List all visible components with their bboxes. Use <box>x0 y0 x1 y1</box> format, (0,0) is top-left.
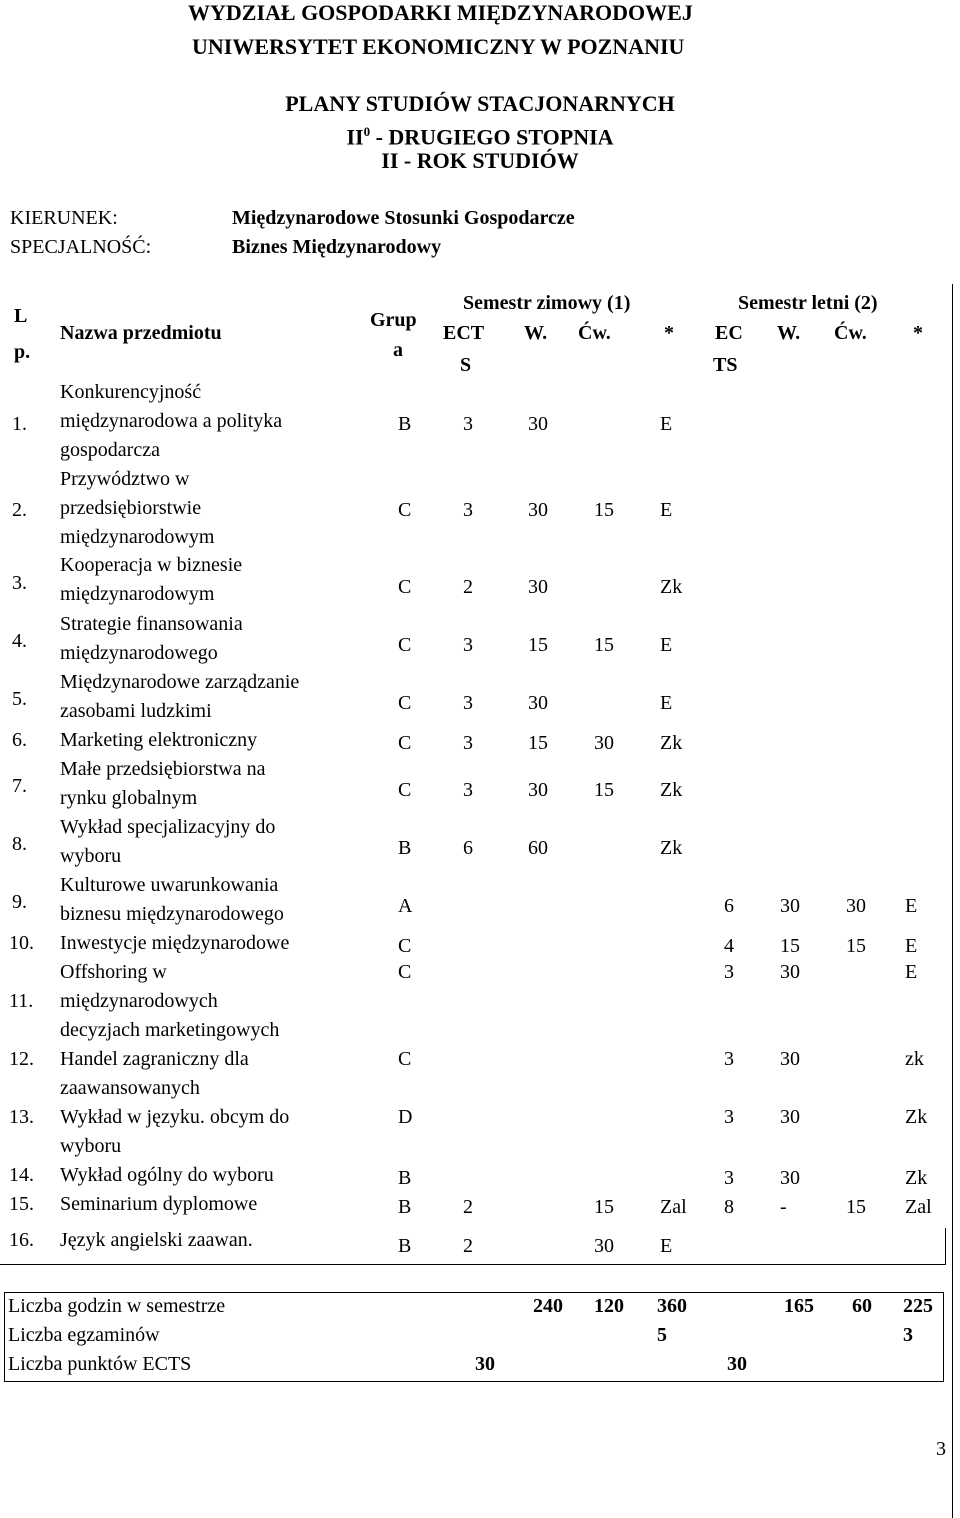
row-number: 2. <box>12 499 27 521</box>
winter-w-cell: 30 <box>528 499 548 521</box>
winter-ects-cell: 3 <box>463 692 473 714</box>
table-right-border <box>952 284 953 1518</box>
winter-w-cell: 60 <box>528 837 548 859</box>
course-name: przedsiębiorstwie <box>60 497 202 519</box>
course-name: Konkurencyjność <box>60 381 202 403</box>
summer-cw-cell: 30 <box>846 895 866 917</box>
course-name: Handel zagraniczny dla <box>60 1048 249 1070</box>
summer-star-header: * <box>913 322 923 344</box>
kierunek-value: Międzynarodowe Stosunki Gospodarcze <box>232 207 575 229</box>
winter-exam-cell: E <box>660 634 673 656</box>
row-number: 8. <box>12 833 27 855</box>
summer-w-cell: 30 <box>780 1166 800 1189</box>
course-name: biznesu międzynarodowego <box>60 903 284 925</box>
table-bottom-border <box>0 1264 946 1265</box>
summer-exam-cell: E <box>905 895 918 917</box>
course-name: wyboru <box>60 845 122 867</box>
summer-exam-cell: E <box>905 961 918 983</box>
summer-w-cell: 30 <box>780 895 800 917</box>
summer-ects-header: EC <box>715 322 743 344</box>
winter-w-cell: 30 <box>528 575 548 598</box>
summer-ects-header-2: TS <box>713 354 738 376</box>
summary-label: Liczba godzin w semestrze <box>8 1295 226 1317</box>
course-name: Wykład specjalizacyjny do <box>60 816 276 838</box>
summer-w-cell: 30 <box>780 1048 800 1070</box>
summer-exam-cell: Zal <box>905 1195 932 1218</box>
summer-ects-cell: 3 <box>724 1166 734 1189</box>
course-name: Kooperacja w biznesie <box>60 554 243 576</box>
summer-ects-cell: 8 <box>724 1195 734 1218</box>
summary-value: 240 <box>533 1295 563 1317</box>
course-name: Międzynarodowe zarządzanie <box>60 671 300 693</box>
winter-w-cell: 15 <box>528 731 548 754</box>
course-name: Inwestycje międzynarodowe <box>60 932 290 954</box>
course-name: wyboru <box>60 1135 122 1157</box>
course-name: Język angielski zaawan. <box>60 1229 253 1251</box>
winter-exam-cell: Zk <box>660 575 683 598</box>
specjalnosc-label: SPECJALNOŚĆ: <box>10 236 152 258</box>
row-number: 14. <box>9 1164 34 1186</box>
group-cell: C <box>398 692 412 714</box>
row-number: 9. <box>12 891 27 913</box>
row-number: 10. <box>9 932 34 954</box>
row-number: 6. <box>12 729 27 751</box>
winter-ects-header-2: S <box>460 354 472 376</box>
winter-exam-cell: E <box>660 412 673 435</box>
winter-ects-cell: 3 <box>463 499 473 521</box>
winter-w-cell: 15 <box>528 634 548 656</box>
course-name: rynku globalnym <box>60 787 198 809</box>
winter-ects-cell: 3 <box>463 731 473 754</box>
winter-cw-cell: 30 <box>594 1235 614 1257</box>
group-cell: B <box>398 1235 412 1257</box>
lp-header-2: p. <box>14 341 31 363</box>
summary-value: 30 <box>727 1353 747 1375</box>
winter-w-header: W. <box>524 322 548 344</box>
summary-value: 5 <box>657 1324 667 1346</box>
row-number: 16. <box>9 1229 34 1251</box>
winter-cw-cell: 15 <box>594 634 614 656</box>
summer-w-header: W. <box>777 322 801 344</box>
row-number: 7. <box>12 775 27 797</box>
summer-ects-cell: 4 <box>724 934 734 957</box>
row-number: 13. <box>9 1106 34 1128</box>
group-cell: C <box>398 1048 412 1070</box>
group-cell: C <box>398 634 412 656</box>
row-number: 15. <box>9 1193 34 1215</box>
winter-exam-cell: Zk <box>660 731 683 754</box>
winter-cw-header: Ćw. <box>578 322 611 344</box>
specjalnosc-value: Biznes Międzynarodowy <box>232 236 442 258</box>
summer-exam-cell: zk <box>905 1048 924 1070</box>
winter-ects-header: ECT <box>443 322 485 344</box>
course-name: Kulturowe uwarunkowania <box>60 874 279 896</box>
group-cell: C <box>398 731 412 754</box>
course-name: Wykład w języku. obcym do <box>60 1106 290 1128</box>
winter-exam-cell: E <box>660 1235 673 1257</box>
winter-ects-cell: 3 <box>463 779 473 801</box>
course-name: międzynarodowym <box>60 583 215 605</box>
summary-value: 165 <box>784 1295 814 1317</box>
winter-exam-cell: E <box>660 499 673 521</box>
group-cell: B <box>398 412 412 435</box>
summer-w-cell: 30 <box>780 961 800 983</box>
summary-left-border <box>4 1292 5 1382</box>
course-name: Wykład ogólny do wyboru <box>60 1164 274 1186</box>
summer-w-cell: 15 <box>780 934 800 957</box>
course-name: Małe przedsiębiorstwa na <box>60 758 266 780</box>
summary-top-border <box>4 1292 944 1293</box>
course-name: międzynarodowa a polityka <box>60 410 283 432</box>
course-name: zasobami ludzkimi <box>60 700 212 722</box>
winter-semester-header: Semestr zimowy (1) <box>463 292 631 314</box>
summer-ects-cell: 3 <box>724 1048 734 1070</box>
course-name: Marketing elektroniczny <box>60 729 258 751</box>
course-name: międzynarodowego <box>60 642 218 664</box>
summary-value: 60 <box>852 1295 872 1317</box>
winter-ects-cell: 2 <box>463 575 473 598</box>
group-header: Grup <box>370 309 417 331</box>
summary-value: 225 <box>903 1295 933 1317</box>
group-cell: C <box>398 499 412 521</box>
summary-value: 120 <box>594 1295 624 1317</box>
course-name: międzynarodowym <box>60 526 215 548</box>
row-number: 4. <box>12 630 27 652</box>
summary-label: Liczba egzaminów <box>8 1324 160 1346</box>
row-number: 3. <box>12 571 27 594</box>
row-number: 11. <box>9 990 34 1012</box>
summer-ects-cell: 3 <box>724 961 734 983</box>
course-name: międzynarodowych <box>60 990 218 1012</box>
course-name: Strategie finansowania <box>60 613 243 635</box>
group-cell: B <box>398 1166 412 1189</box>
winter-w-cell: 30 <box>528 412 548 435</box>
plan-year: II - ROK STUDIÓW <box>381 148 579 173</box>
course-name: Przywództwo w <box>60 468 190 490</box>
plan-title: PLANY STUDIÓW STACJONARNYCH <box>285 91 675 116</box>
winter-exam-cell: Zk <box>660 779 683 801</box>
group-cell: B <box>398 1195 412 1218</box>
summary-value: 30 <box>475 1353 495 1375</box>
summary-right-border <box>943 1292 944 1382</box>
summer-ects-cell: 6 <box>724 895 734 917</box>
name-header: Nazwa przedmiotu <box>60 322 222 344</box>
faculty-title: WYDZIAŁ GOSPODARKI MIĘDZYNARODOWEJ <box>188 0 693 25</box>
group-cell: D <box>398 1106 413 1128</box>
course-name: gospodarcza <box>60 439 160 461</box>
winter-star-header: * <box>664 322 674 344</box>
plan-degree: $II^0$ - DRUGIEGO STOPNIA <box>346 124 614 150</box>
summary-value: 360 <box>657 1295 687 1317</box>
kierunek-label: KIERUNEK: <box>10 207 118 229</box>
summer-exam-cell: Zk <box>905 1166 928 1189</box>
summer-w-cell: - <box>780 1195 787 1218</box>
summer-w-cell: 30 <box>780 1106 800 1128</box>
winter-w-cell: 30 <box>528 692 548 714</box>
course-name: Seminarium dyplomowe <box>60 1193 258 1215</box>
row-number: 5. <box>12 688 27 710</box>
winter-exam-cell: E <box>660 692 673 714</box>
winter-ects-cell: 2 <box>463 1195 473 1218</box>
winter-w-cell: 30 <box>528 779 548 801</box>
group-header-2: a <box>393 339 403 361</box>
winter-exam-cell: Zk <box>660 837 683 859</box>
lp-header: L <box>14 305 28 327</box>
page-number: 3 <box>936 1438 946 1460</box>
summer-cw-header: Ćw. <box>834 322 867 344</box>
group-cell: C <box>398 575 412 598</box>
summary-label: Liczba punktów ECTS <box>8 1353 192 1375</box>
summary-bottom-border <box>4 1381 944 1382</box>
group-cell: B <box>398 837 412 859</box>
winter-cw-cell: 30 <box>594 731 614 754</box>
row-number: 1. <box>12 412 27 435</box>
winter-cw-cell: 15 <box>594 499 614 521</box>
summer-exam-cell: Zk <box>905 1106 928 1128</box>
winter-ects-cell: 3 <box>463 412 473 435</box>
summer-ects-cell: 3 <box>724 1106 734 1128</box>
summer-cw-cell: 15 <box>846 1195 866 1218</box>
group-cell: A <box>398 895 413 917</box>
group-cell: C <box>398 779 412 801</box>
winter-ects-cell: 6 <box>463 837 473 859</box>
group-cell: C <box>398 934 412 957</box>
row-number: 12. <box>9 1048 34 1070</box>
winter-ects-cell: 3 <box>463 634 473 656</box>
group-cell: C <box>398 961 412 983</box>
course-name: decyzjach marketingowych <box>60 1019 280 1041</box>
university-title: UNIWERSYTET EKONOMICZNY W POZNANIU <box>192 34 685 59</box>
winter-ects-cell: 2 <box>463 1235 473 1257</box>
course-name: Offshoring w <box>60 961 167 983</box>
winter-cw-cell: 15 <box>594 779 614 801</box>
summer-exam-cell: E <box>905 934 918 957</box>
summary-value: 3 <box>903 1324 913 1346</box>
course-name: zaawansowanych <box>60 1077 200 1099</box>
summer-cw-cell: 15 <box>846 934 866 957</box>
winter-cw-cell: 15 <box>594 1195 614 1218</box>
summer-semester-header: Semestr letni (2) <box>738 292 878 314</box>
winter-exam-cell: Zal <box>660 1195 687 1218</box>
last-row-right-border <box>945 1228 946 1264</box>
